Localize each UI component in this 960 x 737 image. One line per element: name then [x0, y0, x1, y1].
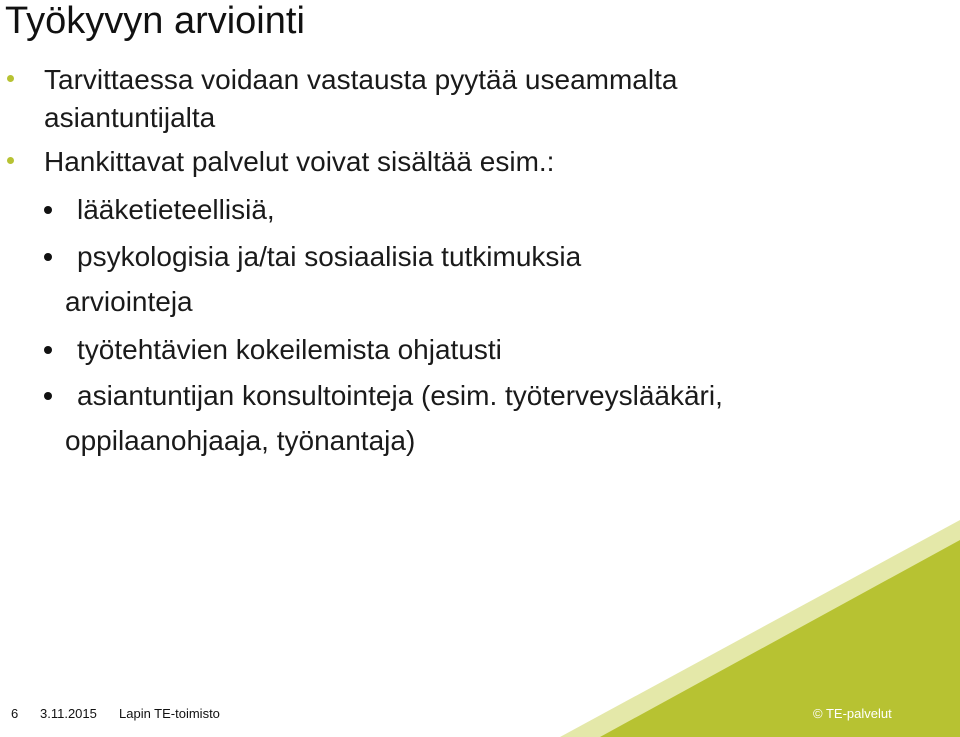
sub-bullet-item [77, 190, 275, 230]
bullet-marker-green [7, 157, 14, 164]
bullet-marker-black [44, 253, 52, 261]
bullet-text: lääketieteellisiä, [77, 194, 275, 225]
sub-bullet-item [77, 376, 723, 416]
sub-bullet-item-continuation [65, 282, 193, 322]
bullet-marker-black [44, 206, 52, 214]
footer-date: 3.11.2015 [40, 706, 97, 721]
bullet-text: asiantuntijalta [44, 102, 216, 133]
slide-number: 6 [11, 706, 19, 721]
footer-organization: Lapin TE-toimisto [119, 706, 220, 721]
bullet-text: arviointeja [65, 286, 193, 317]
bullet-item [44, 60, 677, 100]
bullet-text: Tarvittaessa voidaan vastausta pyytää useammalta [44, 64, 678, 95]
bullet-text: asiantuntijan konsultointeja (esim. työterveyslääkäri, [77, 380, 723, 411]
bullet-text: Hankittavat palvelut voivat sisältää esim.: [44, 146, 555, 177]
bullet-text: psykologisia ja/tai sosiaalisia tutkimuksia [77, 241, 582, 272]
bullet-item-continuation [44, 98, 215, 138]
bullet-text: työtehtävien kokeilemista ohjatusti [77, 334, 502, 365]
bullet-text: oppilaanohjaaja, työnantaja) [65, 425, 416, 456]
bullet-marker-green [7, 75, 14, 82]
bullet-marker-black [44, 346, 52, 354]
sub-bullet-item [77, 330, 502, 370]
bullet-marker-black [44, 392, 52, 400]
sub-bullet-item [77, 237, 581, 277]
bullet-item [44, 142, 554, 182]
sub-bullet-item-continuation [65, 421, 415, 461]
slide-title: Työkyvyn arviointi [5, 0, 305, 42]
footer-brand: © TE-palvelut [813, 706, 892, 721]
